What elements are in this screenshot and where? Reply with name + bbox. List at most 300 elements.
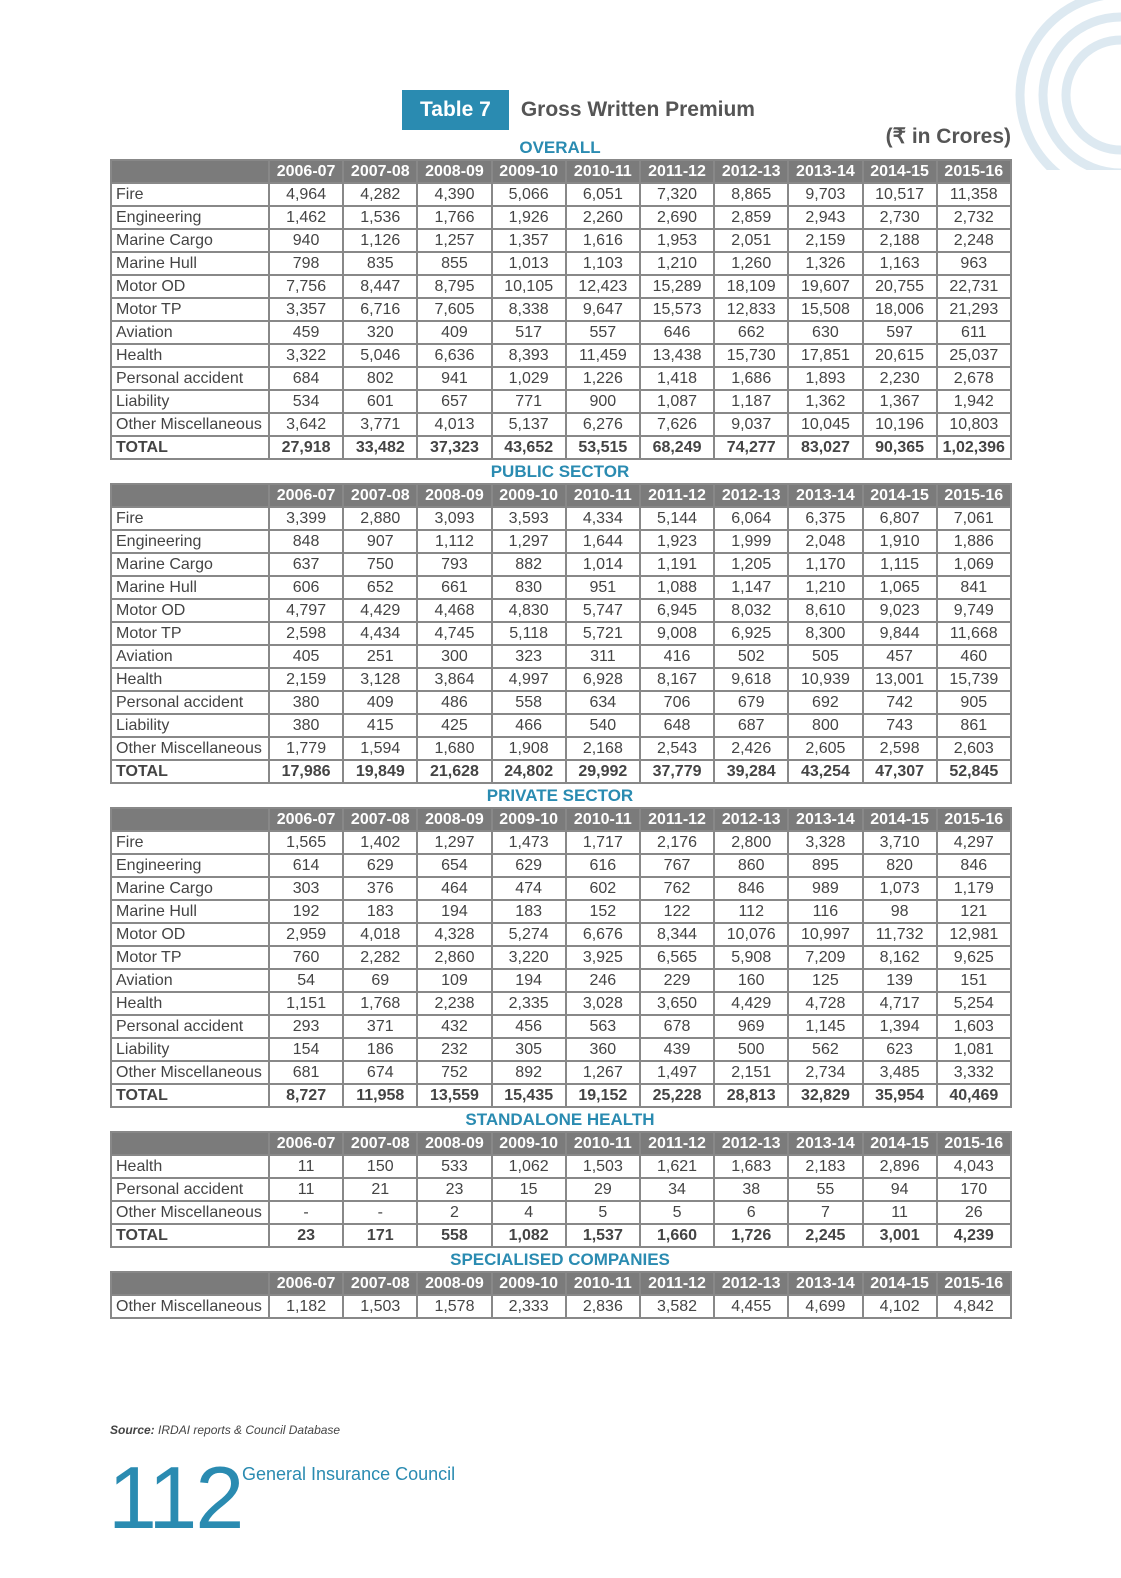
value-cell: 1,170 (788, 553, 862, 576)
data-table (110, 1271, 1012, 1319)
value-cell: 3,128 (343, 668, 417, 691)
value-cell: 606 (269, 576, 343, 599)
year-header: 2007-08 (343, 1132, 417, 1155)
value-cell: 692 (788, 691, 862, 714)
value-cell: 409 (417, 321, 491, 344)
table-title: Gross Written Premium (520, 98, 755, 121)
value-cell: 2 (417, 1201, 491, 1224)
table-row (111, 252, 1011, 275)
year-header: 2012-13 (714, 1132, 788, 1155)
value-cell: 3,650 (640, 992, 714, 1015)
row-label: Motor OD (111, 599, 269, 622)
page-number: 112 (108, 1448, 243, 1547)
value-cell: 1,029 (492, 367, 566, 390)
value-cell: 5 (566, 1201, 640, 1224)
value-cell: 2,730 (863, 206, 937, 229)
value-cell: 1,394 (863, 1015, 937, 1038)
value-cell: 5,144 (640, 507, 714, 530)
value-cell: 251 (343, 645, 417, 668)
value-cell: 1,115 (863, 553, 937, 576)
value-cell: 1,163 (863, 252, 937, 275)
value-cell: 459 (269, 321, 343, 344)
value-cell: 7,605 (417, 298, 491, 321)
value-cell: 10,803 (937, 413, 1011, 436)
value-cell: 1,893 (788, 367, 862, 390)
value-cell: 1,616 (566, 229, 640, 252)
value-cell: 1,779 (269, 737, 343, 760)
value-cell: 305 (492, 1038, 566, 1061)
year-header: 2010-11 (566, 1132, 640, 1155)
value-cell: 534 (269, 390, 343, 413)
value-cell: 1,126 (343, 229, 417, 252)
data-table (110, 483, 1012, 784)
value-cell: 9,008 (640, 622, 714, 645)
value-cell: 303 (269, 877, 343, 900)
data-table (110, 807, 1012, 1108)
year-header: 2011-12 (640, 1272, 714, 1295)
year-header: 2008-09 (417, 1272, 491, 1295)
row-label: Other Miscellaneous (111, 1061, 269, 1084)
value-cell: 951 (566, 576, 640, 599)
value-cell: 98 (863, 900, 937, 923)
total-row (111, 436, 1011, 459)
table-row (111, 831, 1011, 854)
value-cell: 861 (937, 714, 1011, 737)
row-label: Aviation (111, 969, 269, 992)
value-cell: 1,503 (566, 1155, 640, 1178)
row-label: Liability (111, 714, 269, 737)
value-cell: 5,908 (714, 946, 788, 969)
row-label: Liability (111, 390, 269, 413)
year-header: 2012-13 (714, 808, 788, 831)
value-cell: 457 (863, 645, 937, 668)
value-cell: 2,159 (788, 229, 862, 252)
year-header: 2015-16 (937, 1132, 1011, 1155)
table-row (111, 714, 1011, 737)
value-cell: 1,179 (937, 877, 1011, 900)
value-cell: 940 (269, 229, 343, 252)
value-cell: 1,497 (640, 1061, 714, 1084)
value-cell: 2,188 (863, 229, 937, 252)
value-cell: 10,076 (714, 923, 788, 946)
year-header: 2007-08 (343, 808, 417, 831)
value-cell: 563 (566, 1015, 640, 1038)
header-blank-cell (111, 484, 269, 507)
value-cell: 1,082 (492, 1224, 566, 1247)
value-cell: 8,795 (417, 275, 491, 298)
value-cell: 1,073 (863, 877, 937, 900)
table-row (111, 668, 1011, 691)
year-header: 2008-09 (417, 808, 491, 831)
value-cell: 905 (937, 691, 1011, 714)
value-cell: 1,910 (863, 530, 937, 553)
value-cell: 793 (417, 553, 491, 576)
header-row (111, 1272, 1011, 1295)
value-cell: 432 (417, 1015, 491, 1038)
value-cell: 94 (863, 1178, 937, 1201)
section-title: OVERALL (519, 138, 601, 157)
value-cell: 35,954 (863, 1084, 937, 1107)
value-cell: 4,797 (269, 599, 343, 622)
value-cell: 2,176 (640, 831, 714, 854)
row-label: Health (111, 344, 269, 367)
value-cell: 8,865 (714, 183, 788, 206)
value-cell: 27,918 (269, 436, 343, 459)
value-cell: 6,064 (714, 507, 788, 530)
value-cell: 629 (492, 854, 566, 877)
value-cell: 4,830 (492, 599, 566, 622)
value-cell: 6,716 (343, 298, 417, 321)
row-label: Engineering (111, 206, 269, 229)
value-cell: 4,390 (417, 183, 491, 206)
value-cell: 830 (492, 576, 566, 599)
value-cell: 1,402 (343, 831, 417, 854)
value-cell: 1,999 (714, 530, 788, 553)
value-cell: 1,537 (566, 1224, 640, 1247)
value-cell: 558 (492, 691, 566, 714)
row-label: Marine Hull (111, 576, 269, 599)
value-cell: 1,660 (640, 1224, 714, 1247)
value-cell: 116 (788, 900, 862, 923)
value-cell: 3,593 (492, 507, 566, 530)
value-cell: 40,469 (937, 1084, 1011, 1107)
value-cell: 9,703 (788, 183, 862, 206)
value-cell: 170 (937, 1178, 1011, 1201)
value-cell: 194 (417, 900, 491, 923)
row-label: Fire (111, 507, 269, 530)
value-cell: 941 (417, 367, 491, 390)
value-cell: 52,845 (937, 760, 1011, 783)
year-header: 2008-09 (417, 160, 491, 183)
value-cell: 3,332 (937, 1061, 1011, 1084)
value-cell: 10,105 (492, 275, 566, 298)
value-cell: 6,636 (417, 344, 491, 367)
value-cell: 39,284 (714, 760, 788, 783)
value-cell: 8,344 (640, 923, 714, 946)
table-row (111, 622, 1011, 645)
value-cell: 2,943 (788, 206, 862, 229)
value-cell: 3,220 (492, 946, 566, 969)
total-row (111, 1224, 1011, 1247)
value-cell: 7,209 (788, 946, 862, 969)
value-cell: 1,147 (714, 576, 788, 599)
value-cell: 860 (714, 854, 788, 877)
value-cell: 630 (788, 321, 862, 344)
value-cell: 112 (714, 900, 788, 923)
total-row (111, 1084, 1011, 1107)
value-cell: 26 (937, 1201, 1011, 1224)
value-cell: 154 (269, 1038, 343, 1061)
row-label: Health (111, 668, 269, 691)
value-cell: 55 (788, 1178, 862, 1201)
value-cell: 15,289 (640, 275, 714, 298)
table-row (111, 992, 1011, 1015)
value-cell: 6 (714, 1201, 788, 1224)
value-cell: 122 (640, 900, 714, 923)
value-cell: 895 (788, 854, 862, 877)
value-cell: 405 (269, 645, 343, 668)
value-cell: 69 (343, 969, 417, 992)
value-cell: 706 (640, 691, 714, 714)
value-cell: 380 (269, 714, 343, 737)
value-cell: 634 (566, 691, 640, 714)
value-cell: 5,046 (343, 344, 417, 367)
value-cell: 9,844 (863, 622, 937, 645)
row-label: Personal accident (111, 1178, 269, 1201)
value-cell: 17,851 (788, 344, 862, 367)
value-cell: 9,618 (714, 668, 788, 691)
value-cell: 19,849 (343, 760, 417, 783)
value-cell: 969 (714, 1015, 788, 1038)
footer-label: General Insurance Council (242, 1464, 456, 1484)
header-row (111, 484, 1011, 507)
row-label: Other Miscellaneous (111, 737, 269, 760)
row-label: Motor TP (111, 298, 269, 321)
value-cell: 409 (343, 691, 417, 714)
value-cell: 2,959 (269, 923, 343, 946)
value-cell: 652 (343, 576, 417, 599)
value-cell: 646 (640, 321, 714, 344)
row-label: Engineering (111, 854, 269, 877)
value-cell: 502 (714, 645, 788, 668)
value-cell: 654 (417, 854, 491, 877)
value-cell: 4,964 (269, 183, 343, 206)
value-cell: 7,626 (640, 413, 714, 436)
value-cell: 1,297 (417, 831, 491, 854)
value-cell: 293 (269, 1015, 343, 1038)
table-row (111, 1155, 1011, 1178)
value-cell: 90,365 (863, 436, 937, 459)
value-cell: 1,578 (417, 1295, 491, 1318)
value-cell: 1,205 (714, 553, 788, 576)
value-cell: 29 (566, 1178, 640, 1201)
value-cell: 21,628 (417, 760, 491, 783)
value-cell: 1,594 (343, 737, 417, 760)
value-cell: 601 (343, 390, 417, 413)
value-cell: 2,800 (714, 831, 788, 854)
value-cell: 7,061 (937, 507, 1011, 530)
year-header: 2014-15 (863, 1272, 937, 1295)
value-cell: 11 (863, 1201, 937, 1224)
value-cell: 3,399 (269, 507, 343, 530)
year-header: 2006-07 (269, 808, 343, 831)
value-cell: 1,603 (937, 1015, 1011, 1038)
value-cell: 4,434 (343, 622, 417, 645)
value-cell: 1,191 (640, 553, 714, 576)
value-cell: 623 (863, 1038, 937, 1061)
value-cell: 460 (937, 645, 1011, 668)
value-cell: 4,018 (343, 923, 417, 946)
value-cell: 4,328 (417, 923, 491, 946)
value-cell: 2,603 (937, 737, 1011, 760)
value-cell: 517 (492, 321, 566, 344)
value-cell: 1,257 (417, 229, 491, 252)
value-cell: 10,045 (788, 413, 862, 436)
value-cell: 616 (566, 854, 640, 877)
value-cell: 835 (343, 252, 417, 275)
year-header: 2009-10 (492, 808, 566, 831)
value-cell: 4,745 (417, 622, 491, 645)
table-row (111, 877, 1011, 900)
value-cell: 614 (269, 854, 343, 877)
value-cell: 6,375 (788, 507, 862, 530)
value-cell: 1,923 (640, 530, 714, 553)
value-cell: 4,468 (417, 599, 491, 622)
value-cell: 5,137 (492, 413, 566, 436)
value-cell: 752 (417, 1061, 491, 1084)
table-row (111, 1015, 1011, 1038)
value-cell: 9,647 (566, 298, 640, 321)
value-cell: 151 (937, 969, 1011, 992)
value-cell: 1,942 (937, 390, 1011, 413)
value-cell: 1,062 (492, 1155, 566, 1178)
row-label: Health (111, 1155, 269, 1178)
value-cell: 2,333 (492, 1295, 566, 1318)
header-blank-cell (111, 160, 269, 183)
value-cell: 5,066 (492, 183, 566, 206)
row-label: Marine Cargo (111, 229, 269, 252)
value-cell: 798 (269, 252, 343, 275)
section-title: PUBLIC SECTOR (490, 462, 630, 481)
value-cell: 1,621 (640, 1155, 714, 1178)
table-row (111, 553, 1011, 576)
value-cell: 648 (640, 714, 714, 737)
value-cell: 1,088 (640, 576, 714, 599)
value-cell: 597 (863, 321, 937, 344)
value-cell: 2,248 (937, 229, 1011, 252)
year-header: 2014-15 (863, 484, 937, 507)
value-cell: 500 (714, 1038, 788, 1061)
value-cell: 907 (343, 530, 417, 553)
value-cell: 6,676 (566, 923, 640, 946)
value-cell: 6,051 (566, 183, 640, 206)
value-cell: 229 (640, 969, 714, 992)
value-cell: 37,779 (640, 760, 714, 783)
section-title: STANDALONE HEALTH (465, 1110, 655, 1129)
header-row (111, 160, 1011, 183)
year-header: 2015-16 (937, 160, 1011, 183)
value-cell: 7,756 (269, 275, 343, 298)
value-cell: 681 (269, 1061, 343, 1084)
value-cell: 192 (269, 900, 343, 923)
value-cell: 74,277 (714, 436, 788, 459)
year-header: 2012-13 (714, 1272, 788, 1295)
value-cell: 1,565 (269, 831, 343, 854)
table-row (111, 969, 1011, 992)
value-cell: 32,829 (788, 1084, 862, 1107)
value-cell: 186 (343, 1038, 417, 1061)
table-row (111, 645, 1011, 668)
value-cell: 11 (269, 1178, 343, 1201)
table-row (111, 413, 1011, 436)
value-cell: 311 (566, 645, 640, 668)
value-cell: 684 (269, 367, 343, 390)
value-cell: 1,014 (566, 553, 640, 576)
value-cell: 125 (788, 969, 862, 992)
value-cell: 4,455 (714, 1295, 788, 1318)
value-cell: 171 (343, 1224, 417, 1247)
section-title: SPECIALISED COMPANIES (450, 1250, 670, 1269)
row-label: Health (111, 992, 269, 1015)
value-cell: 742 (863, 691, 937, 714)
value-cell: 11,459 (566, 344, 640, 367)
value-cell: 1,908 (492, 737, 566, 760)
value-cell: 68,249 (640, 436, 714, 459)
table-row (111, 599, 1011, 622)
value-cell: 8,338 (492, 298, 566, 321)
value-cell: 12,833 (714, 298, 788, 321)
value-cell: 8,032 (714, 599, 788, 622)
value-cell: 2,598 (863, 737, 937, 760)
value-cell: 1,418 (640, 367, 714, 390)
value-cell: 662 (714, 321, 788, 344)
value-cell: 466 (492, 714, 566, 737)
value-cell: 9,023 (863, 599, 937, 622)
year-header: 2011-12 (640, 1132, 714, 1155)
value-cell: 4 (492, 1201, 566, 1224)
value-cell: 1,081 (937, 1038, 1011, 1061)
value-cell: 1,187 (714, 390, 788, 413)
value-cell: 687 (714, 714, 788, 737)
value-cell: 1,680 (417, 737, 491, 760)
year-header: 2009-10 (492, 484, 566, 507)
value-cell: 9,037 (714, 413, 788, 436)
value-cell: 637 (269, 553, 343, 576)
value-cell: 4,842 (937, 1295, 1011, 1318)
value-cell: 1,145 (788, 1015, 862, 1038)
value-cell: 2,690 (640, 206, 714, 229)
value-cell: 160 (714, 969, 788, 992)
value-cell: 2,678 (937, 367, 1011, 390)
value-cell: 10,517 (863, 183, 937, 206)
value-cell: 15,739 (937, 668, 1011, 691)
value-cell: 83,027 (788, 436, 862, 459)
row-label: Motor TP (111, 946, 269, 969)
year-header: 2013-14 (788, 1132, 862, 1155)
value-cell: 3,642 (269, 413, 343, 436)
value-cell: 1,462 (269, 206, 343, 229)
value-cell: 2,048 (788, 530, 862, 553)
value-cell: 20,615 (863, 344, 937, 367)
table-title-bar (402, 90, 755, 130)
value-cell: 18,006 (863, 298, 937, 321)
table-row (111, 507, 1011, 530)
value-cell: 15,730 (714, 344, 788, 367)
value-cell: 6,925 (714, 622, 788, 645)
value-cell: 10,997 (788, 923, 862, 946)
value-cell: 611 (937, 321, 1011, 344)
table-row (111, 923, 1011, 946)
value-cell: 2,598 (269, 622, 343, 645)
value-cell: 15 (492, 1178, 566, 1201)
value-cell: 2,260 (566, 206, 640, 229)
row-label: Marine Hull (111, 900, 269, 923)
value-cell: 505 (788, 645, 862, 668)
value-cell: 3,710 (863, 831, 937, 854)
year-header: 2006-07 (269, 1272, 343, 1295)
value-cell: - (269, 1201, 343, 1224)
value-cell: 762 (640, 877, 714, 900)
year-header: 2011-12 (640, 484, 714, 507)
value-cell: 20,755 (863, 275, 937, 298)
value-cell: 13,001 (863, 668, 937, 691)
table-row (111, 1038, 1011, 1061)
value-cell: 900 (566, 390, 640, 413)
value-cell: 1,260 (714, 252, 788, 275)
year-header: 2014-15 (863, 808, 937, 831)
year-header: 2010-11 (566, 484, 640, 507)
row-label: Motor OD (111, 275, 269, 298)
